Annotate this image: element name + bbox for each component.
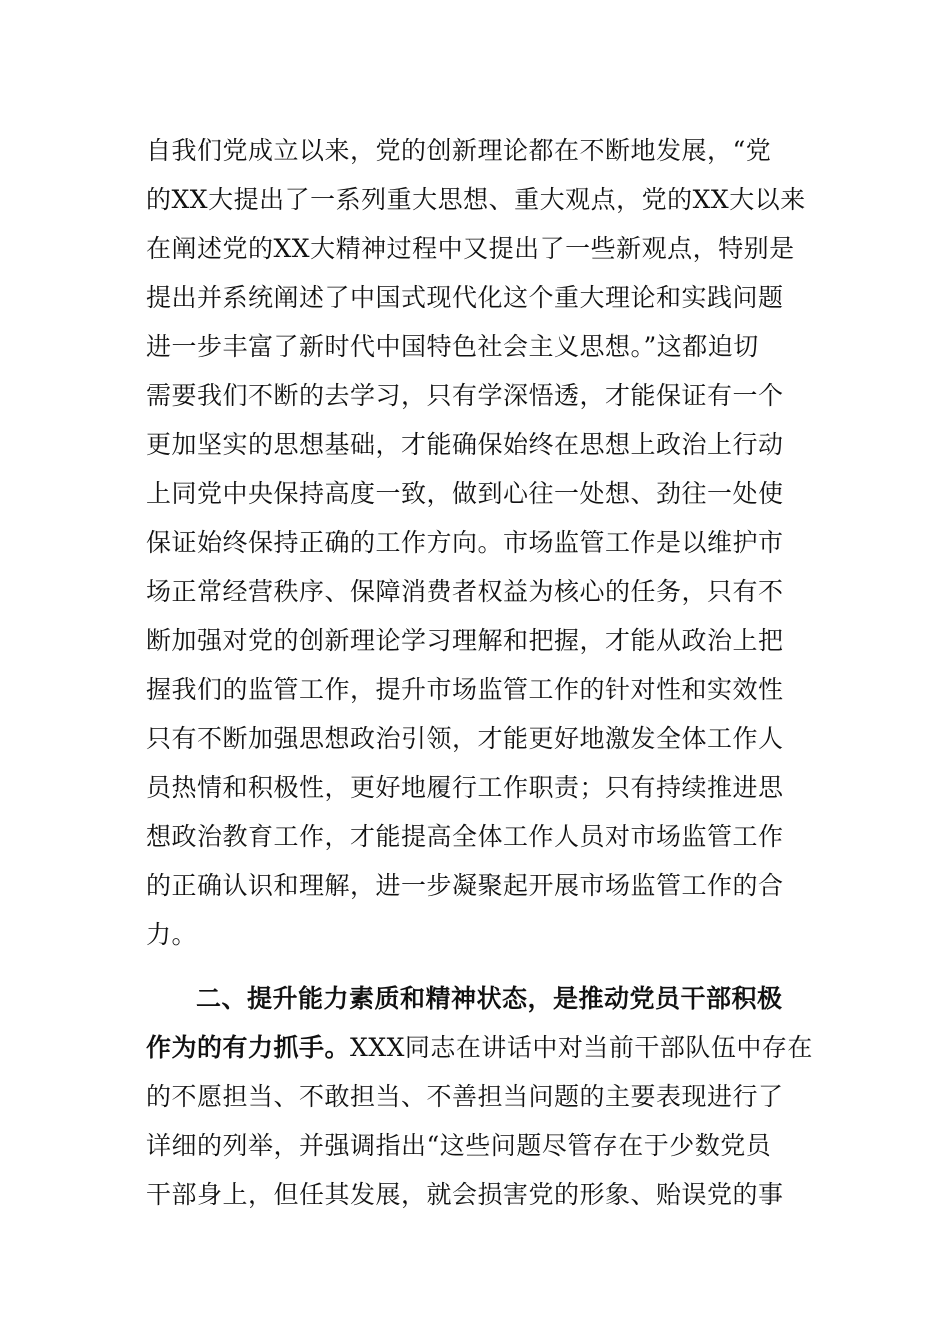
paragraph-1-line: 进一步丰富了新时代中国特色社会主义思想。”这都迫切 xyxy=(146,332,759,361)
paragraph-2-line xyxy=(146,1023,813,1073)
paragraph-1-line: 只有不断加强思想政治引领，才能更好地激发全体工作人 xyxy=(146,724,784,753)
paragraph-1-line: 想政治教育工作，才能提高全体工作人员对市场监管工作 xyxy=(146,822,784,851)
paragraph-1-line: 在阐述党的XX大精神过程中又提出了一些新观点，特别是 xyxy=(146,234,795,263)
paragraph-1-line: 保证始终保持正确的工作方向。市场监管工作是以维护市 xyxy=(146,528,784,557)
paragraph-1-line: 需要我们不断的去学习，只有学深悟透，才能保证有一个 xyxy=(146,381,784,410)
paragraph-1-line: 提出并系统阐述了中国式现代化这个重大理论和实践问题 xyxy=(146,283,784,312)
paragraph-1-line: 断加强对党的创新理论学习理解和把握，才能从政治上把 xyxy=(146,626,784,655)
paragraph-1-line: 的XX大提出了一系列重大思想、重大观点，党的XX大以来 xyxy=(146,185,806,214)
paragraph-1-line: 场正常经营秩序、保障消费者权益为核心的任务，只有不 xyxy=(146,577,784,606)
paragraph-1-line: 力。 xyxy=(146,920,198,949)
section-heading-line: 二、提升能力素质和精神状态，是推动党员干部积极 xyxy=(196,984,783,1013)
paragraph-1-line: 自我们党成立以来，党的创新理论都在不断地发展，“党 xyxy=(146,136,772,165)
section-heading-end: 作为的有力抓手。 xyxy=(146,1033,351,1062)
paragraph-1-line: 握我们的监管工作，提升市场监管工作的针对性和实效性 xyxy=(146,675,784,704)
paragraph-2-text: XXX同志在讲话中对当前干部队伍中存在 xyxy=(350,1033,813,1062)
paragraph-1-line: 更加坚实的思想基础，才能确保始终在思想上政治上行动 xyxy=(146,430,784,459)
paragraph-1-line: 上同党中央保持高度一致，做到心往一处想、劲往一处使 xyxy=(146,479,784,508)
paragraph-2-line: 的不愿担当、不敢担当、不善担当问题的主要表现进行了 xyxy=(146,1082,784,1111)
paragraph-1-line: 的正确认识和理解，进一步凝聚起开展市场监管工作的合 xyxy=(146,871,784,900)
paragraph-1-line: 员热情和积极性，更好地履行工作职责；只有持续推进思 xyxy=(146,773,784,802)
paragraph-2-line: 详细的列举，并强调指出“这些问题尽管存在于少数党员 xyxy=(146,1131,772,1160)
paragraph-2-line: 干部身上，但任其发展，就会损害党的形象、贻误党的事 xyxy=(146,1180,784,1209)
